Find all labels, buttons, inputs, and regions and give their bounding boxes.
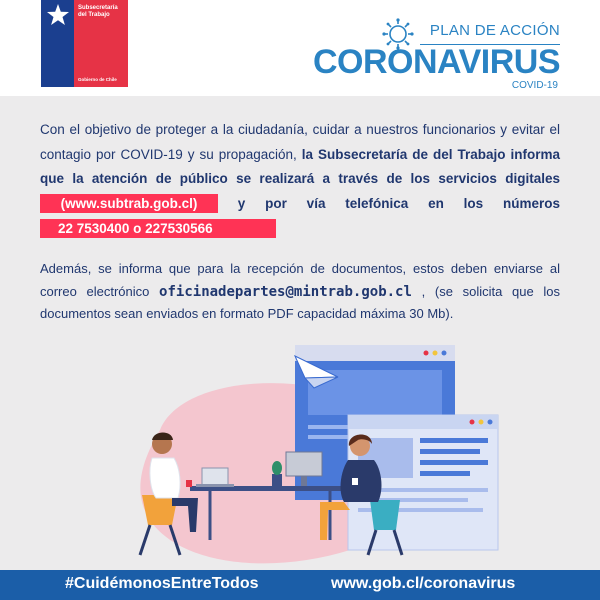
laptop-icon: [196, 468, 234, 487]
government-logo: [41, 0, 128, 87]
footer-bar: [0, 570, 600, 600]
p1-mid: y por vía telefónica en los números: [218, 195, 560, 211]
p2-end: , (se solicita que los documentos sean enviados en formato PDF capacidad máxima 30 Mb).: [40, 283, 560, 321]
star-icon: [46, 3, 70, 27]
logo-text: [78, 5, 126, 19]
email-address[interactable]: oficinadepartes@mintrab.gob.cl: [159, 283, 412, 300]
phone-highlight[interactable]: 22 7530400 o 227530566: [40, 219, 276, 238]
main-title: CORONAVIRUS: [313, 43, 560, 81]
logo-footer: Gobierno de Chile: [78, 77, 117, 82]
documents-paragraph: [40, 258, 560, 326]
logo-line1: Subsecretaría: [78, 5, 118, 11]
p1-bold: la Subsecretaría de del Trabajo informa que la atención de público se realizará a través de los servicios digitales: [40, 146, 560, 186]
p1-intro: Con el objetivo de proteger a la ciudadanía, cuidar a nuestros funcionarios y evitar el contagio por COVID-19 y su propagación,: [40, 122, 560, 162]
website-link[interactable]: www.gob.cl/coronavirus: [331, 575, 516, 592]
logo-blue-band: [41, 0, 74, 87]
subtitle: COVID-19: [511, 80, 558, 91]
hashtag: #CuidémonosEntreTodos: [65, 575, 259, 592]
remote-work-illustration: [100, 340, 530, 570]
header: [0, 0, 600, 96]
logo-line2: del Trabajo: [78, 12, 110, 18]
campaign-title: [313, 14, 560, 91]
announcement-paragraph: [40, 118, 560, 241]
website-highlight[interactable]: (www.subtrab.gob.cl): [40, 194, 218, 213]
plan-title: PLAN DE ACCIÓN: [429, 22, 560, 39]
p2-intro: Además, se informa que para la recepción de documentos, estos deben enviarse al correo electrónico: [40, 261, 560, 299]
